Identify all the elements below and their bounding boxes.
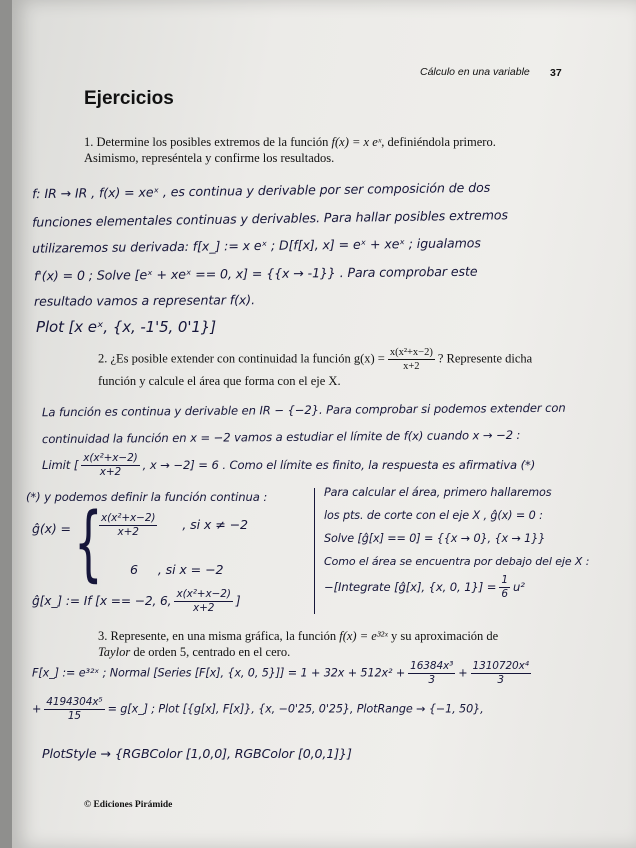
- running-head: Cálculo en una variable: [420, 66, 530, 78]
- answer-1-line-2: funciones elementales continuas y derivables. Para hallar posibles extremos: [31, 207, 508, 230]
- exercise-1-function: f(x) = x eˣ: [331, 135, 382, 149]
- exercise-3-text-line2: de orden 5, centrado en el cero.: [130, 645, 291, 659]
- answer-2-right-line-1: Para calcular el área, primero hallaremos: [324, 486, 552, 499]
- answer-1-line-4: f'(x) = 0 ; Solve [eˣ + xeˣ == 0, x] = {{x → -1}} . Para comprobar este: [33, 263, 478, 284]
- case-2-value: 6: [130, 562, 138, 577]
- taylor-term-5: $\frac{\text{4194304x⁵}}{15}$: [46, 696, 103, 722]
- exercise-2-text: 2. ¿Es posible extender con continuidad la función g(x) =: [98, 351, 385, 366]
- column-divider: [314, 488, 315, 614]
- exercise-3-function: f(x) = e³²ˣ: [339, 629, 388, 643]
- answer-3-line-3: PlotStyle → {RGBColor [1,0,0], RGBColor [0,0,1]}]: [42, 746, 352, 761]
- case-1-condition: , si x ≠ −2: [182, 517, 248, 532]
- exercise-3-text-end: y su aproximación de: [387, 629, 499, 643]
- plot-command: = g[x_] ; Plot [{g[x], F[x]}, {x, −0'25, 0'25}, PlotRange → {−1, 50},: [107, 702, 484, 716]
- exercise-1-text-end: , definiéndola primero.: [381, 135, 496, 149]
- plus-sign: +: [458, 666, 468, 680]
- taylor-word: Taylor: [98, 645, 131, 659]
- plus-sign-2: +: [32, 702, 42, 716]
- answer-2-right-line-4: Como el área se encuentra por debajo del eje X :: [324, 555, 590, 568]
- answer-1-line-5: resultado vamos a representar f(x).: [33, 292, 256, 309]
- limit-result: , x → −2] = 6 . Como el límite es finito, la respuesta es afirmativa (*): [142, 458, 536, 472]
- definition-fraction: $\frac{\text{x(x²+x−2)}}{x+2}$: [176, 588, 231, 614]
- series-command: F[x_] := e³²ˣ ; Normal [Series [F[x], {x, 0, 5}]] = 1 + 32x + 512x² +: [32, 666, 406, 680]
- book-page: [12, 0, 636, 848]
- answer-3-line-1: [32, 660, 534, 687]
- answer-2-integral: [324, 574, 525, 601]
- exercise-2-text-end: ? Represente dicha: [437, 351, 533, 366]
- taylor-term-3: $\frac{\text{16384x³}}{3}$: [410, 660, 454, 686]
- exercise-3-text: 3. Represente, en una misma gráfica, la función: [98, 629, 337, 643]
- answer-2-line-2: continuidad la función en x = −2 vamos a estudiar el límite de f(x) cuando x → −2 :: [41, 427, 521, 447]
- limit-command: Limit [: [42, 458, 79, 472]
- piecewise-case-1: [96, 512, 248, 539]
- if-command: ĝ[x_] := If [x == −2, 6,: [32, 594, 172, 608]
- exercise-2-text-line2: función y calcule el área que forma con el eje X.: [98, 374, 341, 388]
- area-unit: u²: [512, 580, 525, 594]
- answer-1-line-3: utilizaremos su derivada: f[x_] := x eˣ ; D[f[x], x] = eˣ + xeˣ ; igualamos: [31, 235, 481, 256]
- taylor-term-4: $\frac{\text{1310720x⁴}}{3}$: [472, 660, 529, 686]
- exercise-2-fraction: $\frac{\text{x(x²+x−2)}}{x+2}$: [389, 347, 433, 372]
- answer-2-right-line-3: Solve [ĝ[x] == 0] = {{x → 0}, {x → 1}}: [324, 532, 546, 545]
- answer-2-line-1: La función es continua y derivable en IR − {−2}. Para comprobar si podemos extender con: [41, 400, 566, 420]
- integrate-command: −[Integrate [ĝ[x], {x, 0, 1}] =: [324, 580, 497, 594]
- case-1-fraction: $\frac{\text{x(x²+x−2)}}{x+2}$: [101, 512, 156, 538]
- answer-1-plot-command: Plot [x eˣ, {x, -1'5, 0'1}]: [36, 318, 216, 336]
- answer-3-line-2: [32, 696, 484, 723]
- case-2-condition: , si x = −2: [157, 562, 224, 577]
- answer-1-line-1: f: IR → IR , f(x) = xeˣ , es continua y derivable por ser composición de dos: [31, 179, 491, 202]
- copyright: © Ediciones Pirámide: [84, 800, 173, 810]
- piecewise-case-2: [130, 562, 223, 577]
- exercise-2-statement: [98, 346, 532, 389]
- answer-2-left-intro: (*) y podemos definir la función continua :: [26, 490, 268, 504]
- page-number: 37: [550, 67, 562, 79]
- piecewise-brace: {: [74, 496, 103, 591]
- exercise-3-statement: [98, 628, 498, 660]
- exercise-1-text: 1. Determine los posibles extremos de la función: [84, 135, 329, 149]
- area-fraction: $\frac{1}{6}$: [501, 574, 508, 600]
- exercise-1-statement: [84, 134, 496, 166]
- section-title: Ejercicios: [84, 88, 174, 109]
- limit-fraction: $\frac{\text{x(x²+x−2)}}{x+2}$: [83, 452, 138, 478]
- g-hat-definition: [32, 588, 241, 615]
- g-hat-label: ĝ(x) =: [32, 521, 71, 536]
- answer-2-right-line-2: los pts. de corte con el eje X , ĝ(x) = 0 :: [324, 509, 543, 522]
- if-close: ]: [235, 594, 241, 608]
- answer-2-limit: [42, 452, 535, 479]
- exercise-1-text-line2: Asimismo, represéntela y confirme los resultados.: [84, 151, 335, 165]
